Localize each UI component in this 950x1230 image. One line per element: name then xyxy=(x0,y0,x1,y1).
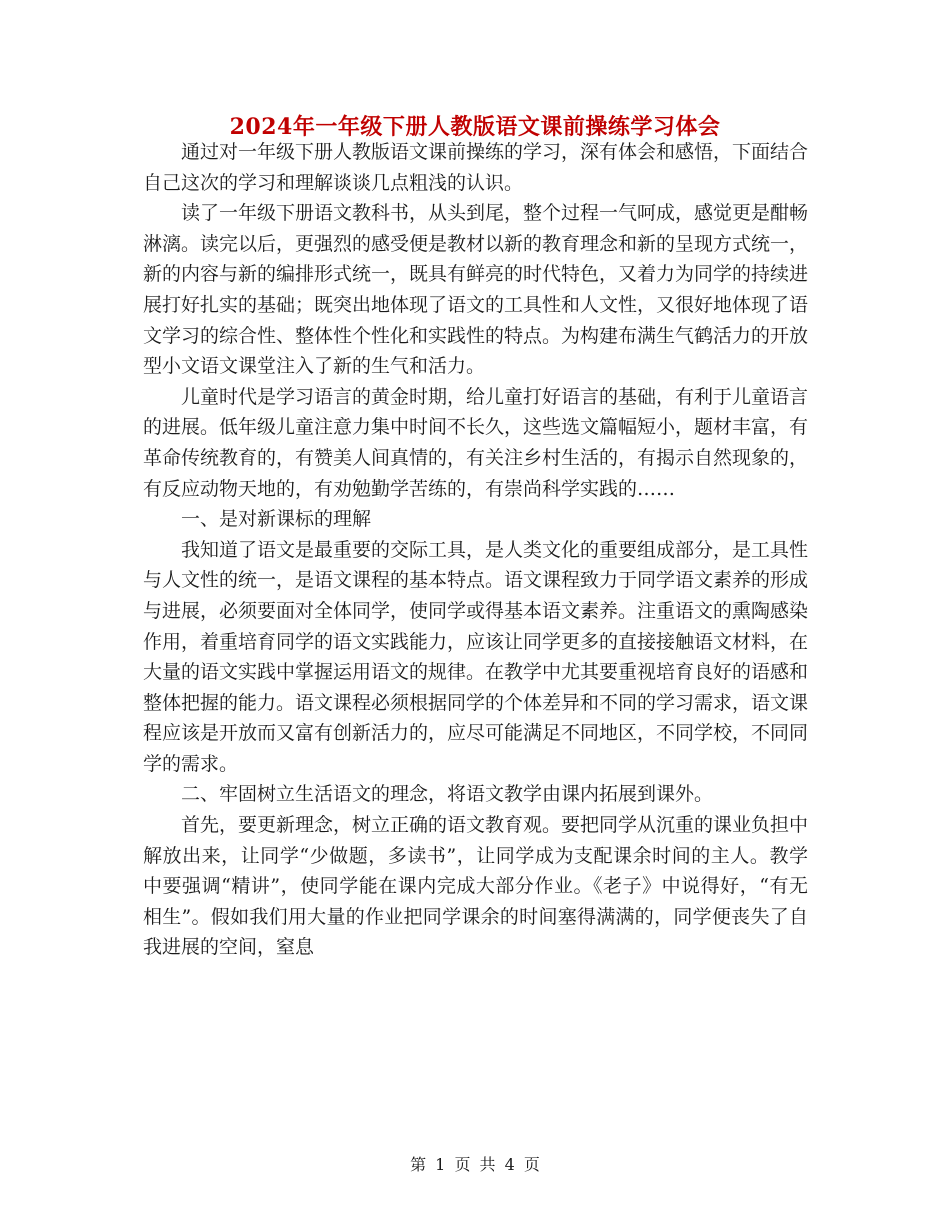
document-title: 2024年一年级下册人教版语文课前操练学习体会 xyxy=(229,114,721,140)
paragraph: 首先，要更新理念，树立正确的语文教育观。要把同学从沉重的课业负担中解放出来，让同学“少做题，多读书”，让同学成为支配课余时间的主人。教学中要强调“精讲”，使同学能在课内完成大部分作业。《老子》中说得好，“有无相生”。假如我们用大量的作业把同学课余的时间塞得满满的，同学便丧失了自我进展的空间，窒息 xyxy=(143,814,809,959)
paragraph: 读了一年级下册语文教科书，从头到尾，整个过程一气呵成，感觉更是酣畅淋漓。读完以后，更强烈的感受便是教材以新的教育理念和新的呈现方式统一，新的内容与新的编排形式统一，既具有鲜亮的时代特色，又着力为同学的持续进展打好扎实的基础；既突出地体现了语文的工具性和人文性，又很好地体现了语文学习的综合性、整体性个性化和实践性的特点。为构建布满生气鹤活力的开放型小文语文课堂注入了新的生气和活力。 xyxy=(143,202,809,378)
page-number-footer: 第 1 页 共 4 页 xyxy=(410,1155,540,1174)
document-body xyxy=(143,137,808,963)
paragraph: 我知道了语文是最重要的交际工具，是人类文化的重要组成部分，是工具性与人文性的统一，是语文课程的基本特点。语文课程致力于同学语文素养的形成与进展，必须要面对全体同学，使同学或得基本语文素养。注重语文的熏陶感染作用，着重培育同学的语文实践能力，应该让同学更多的直接接触语文材料，在大量的语文实践中掌握运用语文的规律。在教学中尤其要重视培育良好的语感和整体把握的能力。语文课程必须根据同学的个体差异和不同的学习需求，语文课程应该是开放而又富有创新活力的，应尽可能满足不同地区，不同学校，不同同学的需求。 xyxy=(143,538,809,775)
paragraph: 儿童时代是学习语言的黄金时期，给儿童打好语言的基础，有利于儿童语言的进展。低年级儿童注意力集中时间不长久，这些选文篇幅短小，题材丰富，有革命传统教育的，有赞美人间真情的，有关注乡村生活的，有揭示自然现象的，有反应动物天地的，有劝勉勤学苦练的，有崇尚科学实践的…… xyxy=(143,385,809,500)
paragraph: 通过对一年级下册人教版语文课前操练的学习，深有体会和感悟，下面结合自己这次的学习和理解谈谈几点粗浅的认识。 xyxy=(143,141,809,194)
section-heading: 二、牢固树立生活语文的理念，将语文教学由课内拓展到课外。 xyxy=(181,783,714,806)
section-heading: 一、是对新课标的理解 xyxy=(181,508,372,531)
